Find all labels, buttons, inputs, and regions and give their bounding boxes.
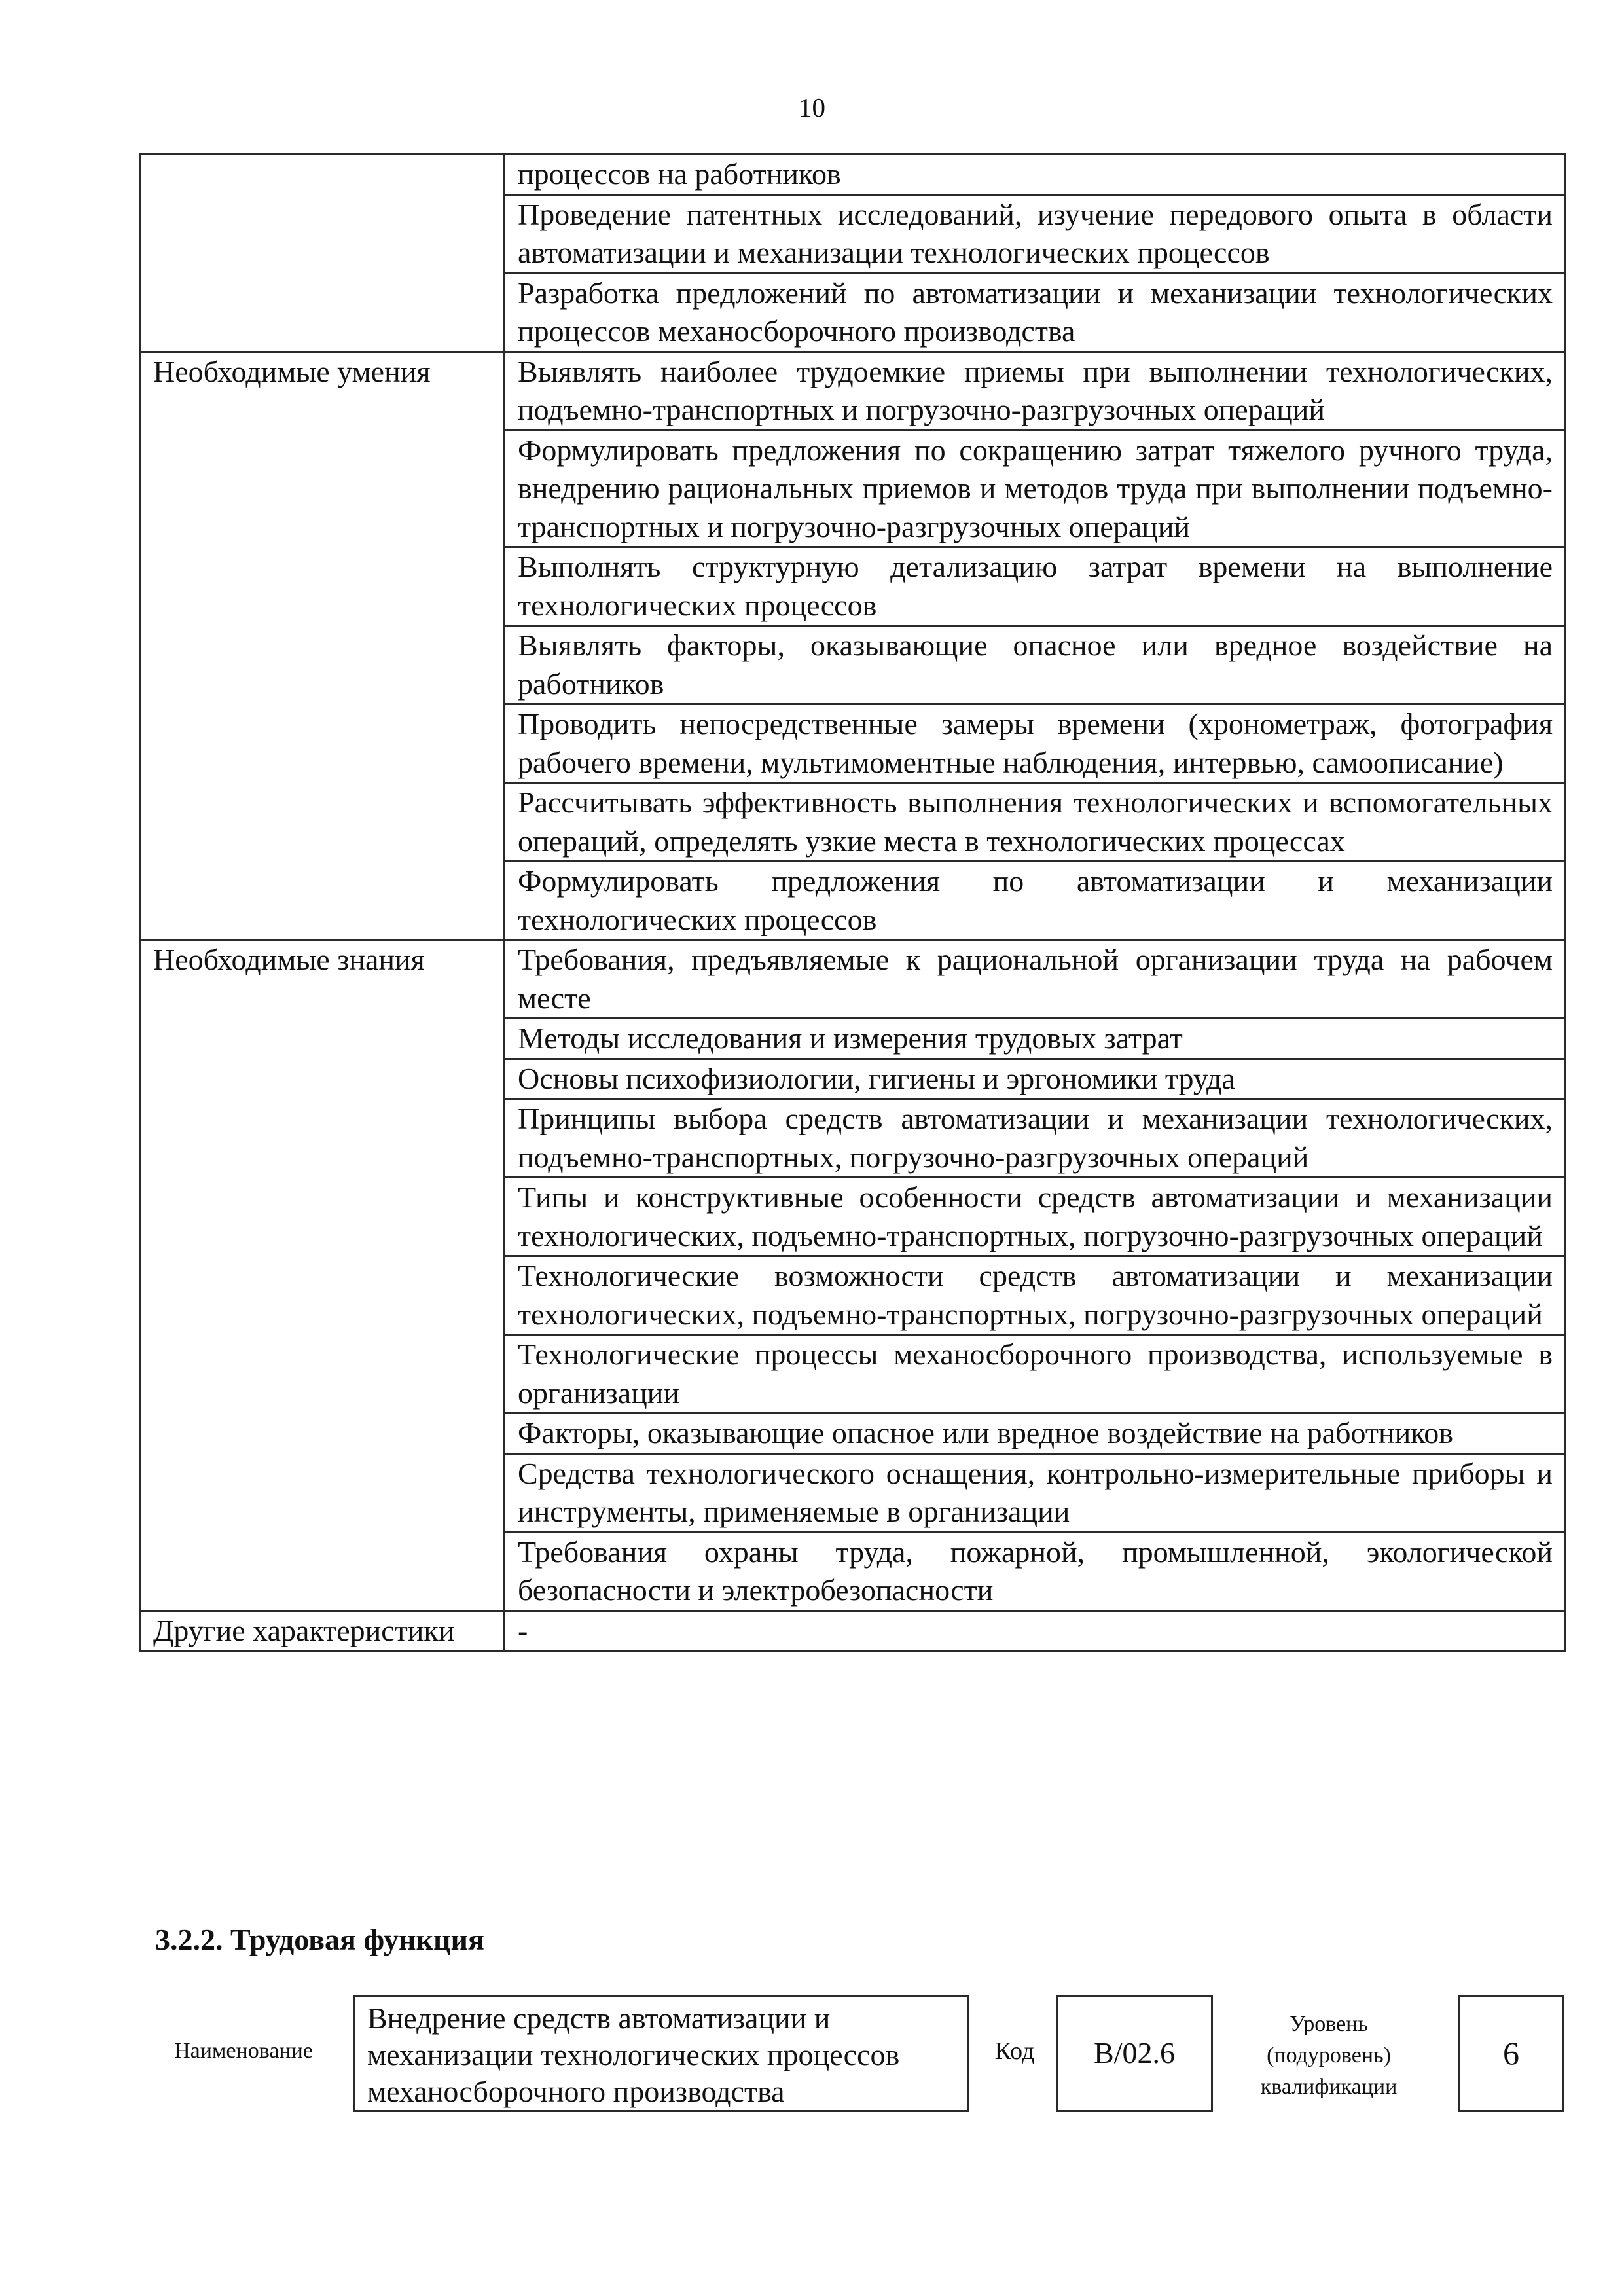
row-value: Выявлять факторы, оказывающие опасное или вредное воздействие на работников: [504, 626, 1566, 704]
table-row: [141, 1532, 1566, 1611]
row-label: [141, 1532, 504, 1611]
table-row: [141, 1413, 1566, 1454]
row-label: [141, 1178, 504, 1256]
table-row: [141, 547, 1566, 626]
row-label: [141, 1413, 504, 1454]
table-row: [141, 273, 1566, 352]
table-row: [141, 783, 1566, 862]
row-value: Средства технологического оснащения, контрольно-измерительные приборы и инструменты, применяемые в организации: [504, 1453, 1566, 1532]
row-label: [141, 1256, 504, 1335]
table-row: [141, 155, 1566, 195]
table-row: [141, 1335, 1566, 1413]
row-label: [141, 155, 504, 195]
table-row: [141, 1178, 1566, 1256]
row-value: Выявлять наиболее трудоемкие приемы при выполнении технологических, подъемно-транспортных и погрузочно-разгрузочных операций: [504, 352, 1566, 430]
row-label: [141, 783, 504, 862]
row-value: Проводить непосредственные замеры времени (хронометраж, фотография рабочего времени, мультимоментные наблюдения, интервью, самоописание): [504, 704, 1566, 783]
table-row: [141, 430, 1566, 547]
row-value: процессов на работников: [504, 155, 1566, 195]
table-row: [141, 194, 1566, 273]
table-row: [141, 1611, 1566, 1651]
table-row: [141, 704, 1566, 783]
row-value: Основы психофизиологии, гигиены и эргономики труда: [504, 1059, 1566, 1099]
row-label: [141, 626, 504, 704]
row-value: Рассчитывать эффективность выполнения технологических и вспомогательных операций, определять узкие места в технологических процессах: [504, 783, 1566, 862]
row-label: [141, 273, 504, 352]
row-label: [141, 194, 504, 273]
row-value: Технологические процессы механосборочного производства, используемые в организации: [504, 1335, 1566, 1413]
level-box: 6: [1458, 1995, 1564, 2112]
competency-table: [139, 153, 1566, 1652]
row-label-other: Другие характеристики: [141, 1611, 504, 1651]
row-value: Формулировать предложения по автоматизации и механизации технологических процессов: [504, 862, 1566, 940]
row-value: Принципы выбора средств автоматизации и механизации технологических, подъемно-транспортных, погрузочно-разгрузочных операций: [504, 1099, 1566, 1178]
row-value: Методы исследования и измерения трудовых затрат: [504, 1019, 1566, 1059]
row-label-knowledge: Необходимые знания: [141, 940, 504, 1019]
page-number: 10: [799, 92, 825, 122]
code-label: Код: [994, 2037, 1035, 2065]
row-label: [141, 1099, 504, 1178]
table-row: [141, 1099, 1566, 1178]
row-value: Технологические возможности средств автоматизации и механизации технологических, подъемно-транспортных, погрузочно-разгрузочных операций: [504, 1256, 1566, 1335]
row-value: Типы и конструктивные особенности средств автоматизации и механизации технологических, подъемно-транспортных, погрузочно-разгрузочных операций: [504, 1178, 1566, 1256]
row-value: Разработка предложений по автоматизации и механизации технологических процессов механосборочного производства: [504, 273, 1566, 352]
level-label: Уровень (подуровень) квалификации: [1260, 2012, 1398, 2099]
row-label: [141, 1019, 504, 1059]
row-value: Факторы, оказывающие опасное или вредное воздействие на работников: [504, 1413, 1566, 1454]
row-label: [141, 1335, 504, 1413]
table-row: [141, 352, 1566, 430]
table-row: [141, 862, 1566, 940]
name-box: Внедрение средств автоматизации и механизации технологических процессов механосборочного производства: [353, 1995, 969, 2112]
row-label: [141, 704, 504, 783]
row-value: Проведение патентных исследований, изучение передового опыта в области автоматизации и механизации технологических процессов: [504, 194, 1566, 273]
table-row: [141, 1019, 1566, 1059]
row-value: Требования охраны труда, пожарной, промышленной, экологической безопасности и электробезопасности: [504, 1532, 1566, 1611]
table-row: [141, 1059, 1566, 1099]
row-value: -: [504, 1611, 1566, 1651]
row-value: Выполнять структурную детализацию затрат времени на выполнение технологических процессов: [504, 547, 1566, 626]
table-row: [141, 940, 1566, 1019]
row-label: [141, 862, 504, 940]
table-row: [141, 626, 1566, 704]
row-label: [141, 1453, 504, 1532]
row-label: [141, 1059, 504, 1099]
code-box: B/02.6: [1056, 1995, 1213, 2112]
table-row: [141, 1453, 1566, 1532]
table-row: [141, 1256, 1566, 1335]
row-value: Требования, предъявляемые к рациональной организации труда на рабочем месте: [504, 940, 1566, 1019]
row-label: [141, 430, 504, 547]
section-heading: 3.2.2. Трудовая функция: [155, 1923, 484, 1956]
name-label: Наименование: [174, 2039, 313, 2063]
row-label-skills: Необходимые умения: [141, 352, 504, 430]
row-value: Формулировать предложения по сокращению затрат тяжелого ручного труда, внедрению рациональных приемов и методов труда при выполнении подъемно-транспортных и погрузочно-разгрузочных операций: [504, 430, 1566, 547]
row-label: [141, 547, 504, 626]
labor-function-header: [0, 1990, 1624, 2115]
